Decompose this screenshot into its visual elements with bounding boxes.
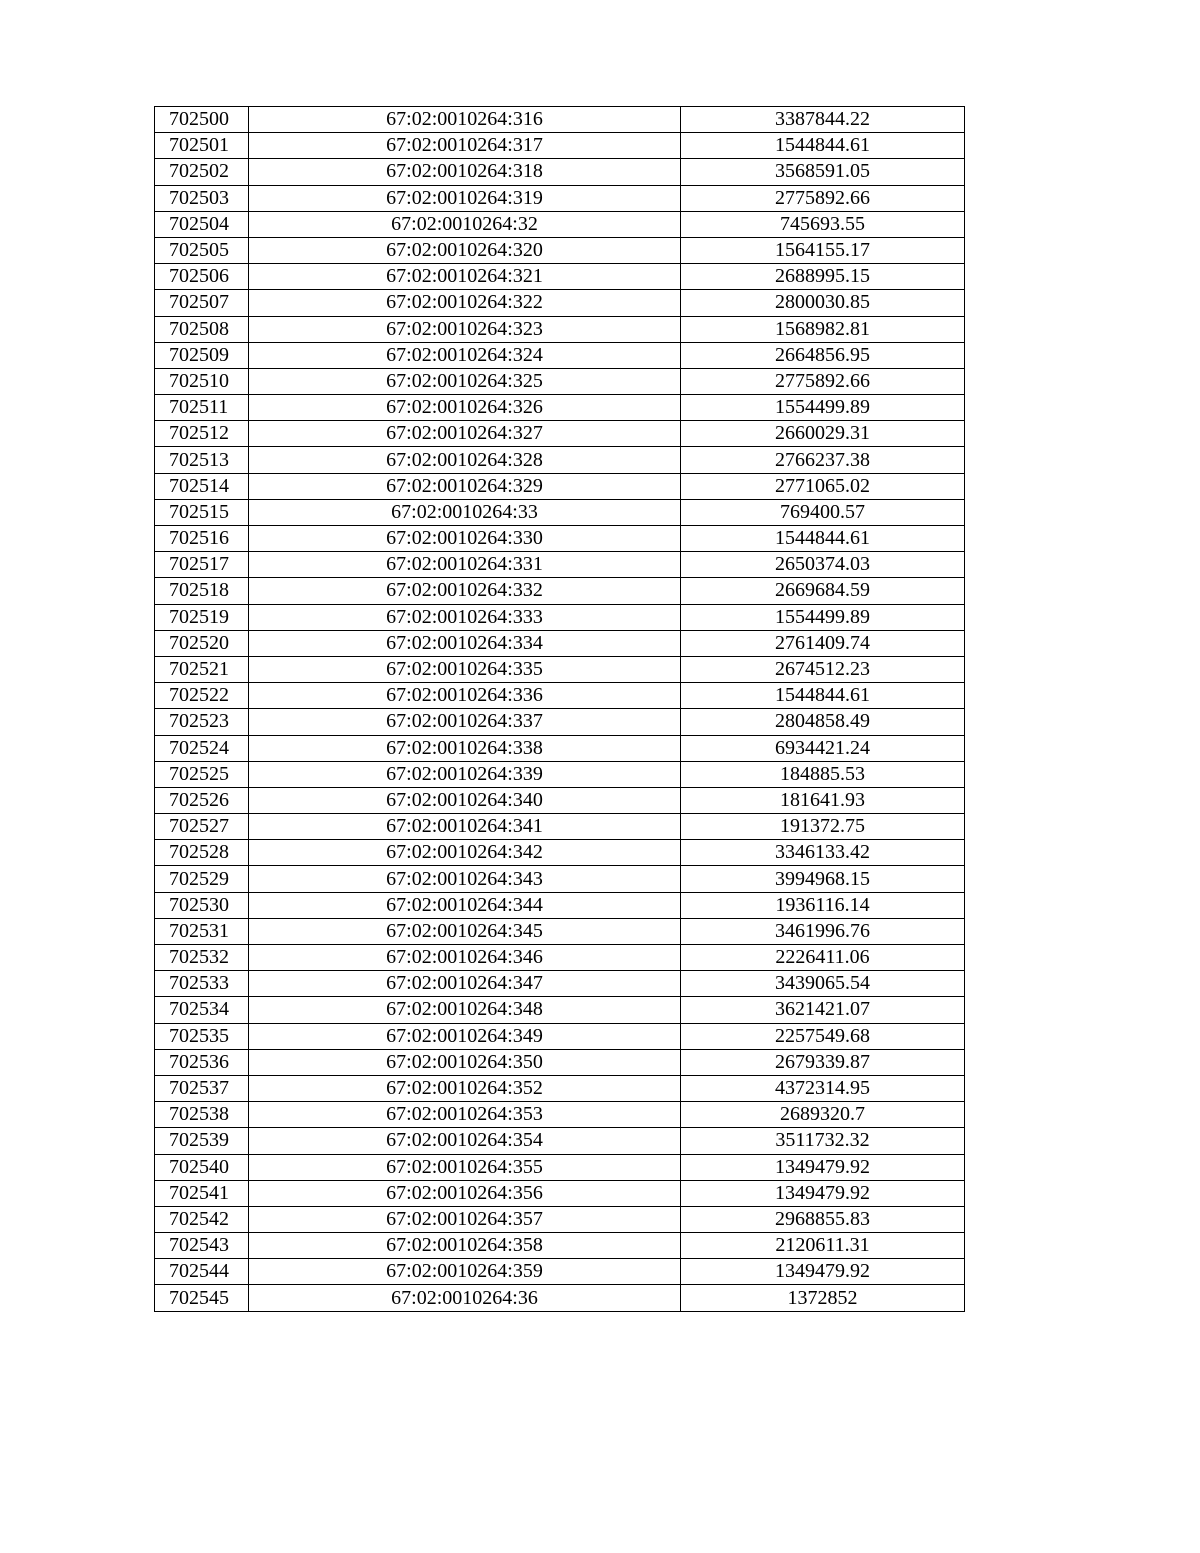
value-cell: 3511732.32 xyxy=(681,1128,965,1154)
row-number-cell: 702510 xyxy=(155,368,249,394)
cadastral-number-cell: 67:02:0010264:337 xyxy=(249,709,681,735)
value-cell: 1349479.92 xyxy=(681,1154,965,1180)
table-row xyxy=(155,211,965,237)
value-cell: 4372314.95 xyxy=(681,1075,965,1101)
row-number-cell: 702503 xyxy=(155,185,249,211)
cadastral-number-cell: 67:02:0010264:349 xyxy=(249,1023,681,1049)
row-number-cell: 702535 xyxy=(155,1023,249,1049)
cadastral-number-cell: 67:02:0010264:357 xyxy=(249,1206,681,1232)
row-number-cell: 702507 xyxy=(155,290,249,316)
cadastral-number-cell: 67:02:0010264:33 xyxy=(249,499,681,525)
row-number-cell: 702531 xyxy=(155,918,249,944)
table-row xyxy=(155,971,965,997)
table-row xyxy=(155,1180,965,1206)
cadastral-number-cell: 67:02:0010264:32 xyxy=(249,211,681,237)
value-cell: 2226411.06 xyxy=(681,945,965,971)
table-row xyxy=(155,316,965,342)
value-cell: 184885.53 xyxy=(681,761,965,787)
value-cell: 2674512.23 xyxy=(681,656,965,682)
table-row xyxy=(155,892,965,918)
value-cell: 2679339.87 xyxy=(681,1049,965,1075)
table-row xyxy=(155,159,965,185)
value-cell: 745693.55 xyxy=(681,211,965,237)
row-number-cell: 702538 xyxy=(155,1102,249,1128)
table-row xyxy=(155,264,965,290)
value-cell: 1544844.61 xyxy=(681,133,965,159)
row-number-cell: 702544 xyxy=(155,1259,249,1285)
table-row xyxy=(155,526,965,552)
value-cell: 2968855.83 xyxy=(681,1206,965,1232)
table-row xyxy=(155,473,965,499)
cadastral-number-cell: 67:02:0010264:345 xyxy=(249,918,681,944)
table-row xyxy=(155,604,965,630)
row-number-cell: 702533 xyxy=(155,971,249,997)
cadastral-number-cell: 67:02:0010264:326 xyxy=(249,395,681,421)
cadastral-number-cell: 67:02:0010264:319 xyxy=(249,185,681,211)
value-cell: 2761409.74 xyxy=(681,630,965,656)
value-cell: 3461996.76 xyxy=(681,918,965,944)
cadastral-number-cell: 67:02:0010264:350 xyxy=(249,1049,681,1075)
value-cell: 1936116.14 xyxy=(681,892,965,918)
cadastral-number-cell: 67:02:0010264:329 xyxy=(249,473,681,499)
value-cell: 2257549.68 xyxy=(681,1023,965,1049)
value-cell: 769400.57 xyxy=(681,499,965,525)
table-row xyxy=(155,342,965,368)
table-row xyxy=(155,683,965,709)
row-number-cell: 702505 xyxy=(155,237,249,263)
row-number-cell: 702525 xyxy=(155,761,249,787)
table-row xyxy=(155,656,965,682)
row-number-cell: 702509 xyxy=(155,342,249,368)
table-row xyxy=(155,395,965,421)
row-number-cell: 702537 xyxy=(155,1075,249,1101)
table-row xyxy=(155,447,965,473)
value-cell: 1554499.89 xyxy=(681,604,965,630)
value-cell: 2775892.66 xyxy=(681,185,965,211)
value-cell: 3387844.22 xyxy=(681,107,965,133)
row-number-cell: 702501 xyxy=(155,133,249,159)
value-cell: 2689320.7 xyxy=(681,1102,965,1128)
cadastral-number-cell: 67:02:0010264:332 xyxy=(249,578,681,604)
value-cell: 1544844.61 xyxy=(681,526,965,552)
table-row xyxy=(155,997,965,1023)
table-row xyxy=(155,1154,965,1180)
cadastral-number-cell: 67:02:0010264:334 xyxy=(249,630,681,656)
cadastral-number-cell: 67:02:0010264:352 xyxy=(249,1075,681,1101)
value-cell: 2804858.49 xyxy=(681,709,965,735)
value-cell: 1349479.92 xyxy=(681,1259,965,1285)
table-row xyxy=(155,499,965,525)
row-number-cell: 702528 xyxy=(155,840,249,866)
cadastral-number-cell: 67:02:0010264:325 xyxy=(249,368,681,394)
row-number-cell: 702511 xyxy=(155,395,249,421)
table-row xyxy=(155,1023,965,1049)
table-row xyxy=(155,1128,965,1154)
cadastral-number-cell: 67:02:0010264:356 xyxy=(249,1180,681,1206)
value-cell: 1544844.61 xyxy=(681,683,965,709)
table-row xyxy=(155,1049,965,1075)
row-number-cell: 702500 xyxy=(155,107,249,133)
row-number-cell: 702539 xyxy=(155,1128,249,1154)
row-number-cell: 702514 xyxy=(155,473,249,499)
table-row xyxy=(155,1285,965,1311)
value-cell: 2800030.85 xyxy=(681,290,965,316)
value-cell: 2771065.02 xyxy=(681,473,965,499)
value-cell: 3994968.15 xyxy=(681,866,965,892)
table-row xyxy=(155,814,965,840)
cadastral-number-cell: 67:02:0010264:344 xyxy=(249,892,681,918)
cadastral-number-cell: 67:02:0010264:321 xyxy=(249,264,681,290)
cadastral-number-cell: 67:02:0010264:353 xyxy=(249,1102,681,1128)
cadastral-number-cell: 67:02:0010264:318 xyxy=(249,159,681,185)
row-number-cell: 702542 xyxy=(155,1206,249,1232)
table-row xyxy=(155,918,965,944)
row-number-cell: 702523 xyxy=(155,709,249,735)
cadastral-number-cell: 67:02:0010264:358 xyxy=(249,1233,681,1259)
cadastral-number-cell: 67:02:0010264:317 xyxy=(249,133,681,159)
value-cell: 2766237.38 xyxy=(681,447,965,473)
table-body xyxy=(155,107,965,1312)
row-number-cell: 702532 xyxy=(155,945,249,971)
value-cell: 3568591.05 xyxy=(681,159,965,185)
cadastral-number-cell: 67:02:0010264:343 xyxy=(249,866,681,892)
table-row xyxy=(155,1259,965,1285)
table-row xyxy=(155,421,965,447)
row-number-cell: 702515 xyxy=(155,499,249,525)
cadastral-number-cell: 67:02:0010264:347 xyxy=(249,971,681,997)
table-row xyxy=(155,133,965,159)
row-number-cell: 702530 xyxy=(155,892,249,918)
row-number-cell: 702522 xyxy=(155,683,249,709)
row-number-cell: 702512 xyxy=(155,421,249,447)
cadastral-number-cell: 67:02:0010264:346 xyxy=(249,945,681,971)
table-row xyxy=(155,290,965,316)
cadastral-number-cell: 67:02:0010264:322 xyxy=(249,290,681,316)
row-number-cell: 702541 xyxy=(155,1180,249,1206)
row-number-cell: 702540 xyxy=(155,1154,249,1180)
row-number-cell: 702536 xyxy=(155,1049,249,1075)
cadastral-number-cell: 67:02:0010264:355 xyxy=(249,1154,681,1180)
table-row xyxy=(155,1206,965,1232)
cadastral-number-cell: 67:02:0010264:342 xyxy=(249,840,681,866)
cadastral-number-cell: 67:02:0010264:335 xyxy=(249,656,681,682)
table-row xyxy=(155,107,965,133)
cadastral-value-table xyxy=(154,106,965,1312)
cadastral-number-cell: 67:02:0010264:331 xyxy=(249,552,681,578)
cadastral-number-cell: 67:02:0010264:354 xyxy=(249,1128,681,1154)
table-row xyxy=(155,237,965,263)
row-number-cell: 702520 xyxy=(155,630,249,656)
row-number-cell: 702518 xyxy=(155,578,249,604)
value-cell: 3439065.54 xyxy=(681,971,965,997)
value-cell: 1554499.89 xyxy=(681,395,965,421)
cadastral-number-cell: 67:02:0010264:340 xyxy=(249,787,681,813)
value-cell: 3621421.07 xyxy=(681,997,965,1023)
cadastral-number-cell: 67:02:0010264:339 xyxy=(249,761,681,787)
cadastral-number-cell: 67:02:0010264:359 xyxy=(249,1259,681,1285)
table-row xyxy=(155,761,965,787)
row-number-cell: 702517 xyxy=(155,552,249,578)
cadastral-number-cell: 67:02:0010264:328 xyxy=(249,447,681,473)
value-cell: 2775892.66 xyxy=(681,368,965,394)
row-number-cell: 702534 xyxy=(155,997,249,1023)
cadastral-number-cell: 67:02:0010264:348 xyxy=(249,997,681,1023)
cadastral-number-cell: 67:02:0010264:333 xyxy=(249,604,681,630)
table-row xyxy=(155,552,965,578)
row-number-cell: 702519 xyxy=(155,604,249,630)
row-number-cell: 702508 xyxy=(155,316,249,342)
table-row xyxy=(155,1233,965,1259)
row-number-cell: 702526 xyxy=(155,787,249,813)
value-cell: 2120611.31 xyxy=(681,1233,965,1259)
value-cell: 2688995.15 xyxy=(681,264,965,290)
table-row xyxy=(155,840,965,866)
row-number-cell: 702524 xyxy=(155,735,249,761)
cadastral-number-cell: 67:02:0010264:330 xyxy=(249,526,681,552)
value-cell: 2664856.95 xyxy=(681,342,965,368)
row-number-cell: 702521 xyxy=(155,656,249,682)
table-row xyxy=(155,368,965,394)
value-cell: 1372852 xyxy=(681,1285,965,1311)
cadastral-number-cell: 67:02:0010264:316 xyxy=(249,107,681,133)
cadastral-number-cell: 67:02:0010264:338 xyxy=(249,735,681,761)
row-number-cell: 702529 xyxy=(155,866,249,892)
value-cell: 181641.93 xyxy=(681,787,965,813)
table-row xyxy=(155,709,965,735)
value-cell: 1568982.81 xyxy=(681,316,965,342)
table-row xyxy=(155,735,965,761)
row-number-cell: 702516 xyxy=(155,526,249,552)
value-cell: 6934421.24 xyxy=(681,735,965,761)
row-number-cell: 702545 xyxy=(155,1285,249,1311)
cadastral-number-cell: 67:02:0010264:320 xyxy=(249,237,681,263)
cadastral-number-cell: 67:02:0010264:341 xyxy=(249,814,681,840)
row-number-cell: 702513 xyxy=(155,447,249,473)
value-cell: 2669684.59 xyxy=(681,578,965,604)
cadastral-number-cell: 67:02:0010264:323 xyxy=(249,316,681,342)
value-cell: 1564155.17 xyxy=(681,237,965,263)
value-cell: 2650374.03 xyxy=(681,552,965,578)
table-row xyxy=(155,866,965,892)
table-row xyxy=(155,945,965,971)
table-row xyxy=(155,787,965,813)
value-cell: 2660029.31 xyxy=(681,421,965,447)
table-row xyxy=(155,1102,965,1128)
table-row xyxy=(155,578,965,604)
value-cell: 3346133.42 xyxy=(681,840,965,866)
table-row xyxy=(155,1075,965,1101)
value-cell: 1349479.92 xyxy=(681,1180,965,1206)
table-row xyxy=(155,630,965,656)
row-number-cell: 702543 xyxy=(155,1233,249,1259)
row-number-cell: 702502 xyxy=(155,159,249,185)
cadastral-number-cell: 67:02:0010264:324 xyxy=(249,342,681,368)
value-cell: 191372.75 xyxy=(681,814,965,840)
cadastral-number-cell: 67:02:0010264:336 xyxy=(249,683,681,709)
cadastral-number-cell: 67:02:0010264:36 xyxy=(249,1285,681,1311)
cadastral-number-cell: 67:02:0010264:327 xyxy=(249,421,681,447)
table-row xyxy=(155,185,965,211)
row-number-cell: 702527 xyxy=(155,814,249,840)
row-number-cell: 702504 xyxy=(155,211,249,237)
row-number-cell: 702506 xyxy=(155,264,249,290)
